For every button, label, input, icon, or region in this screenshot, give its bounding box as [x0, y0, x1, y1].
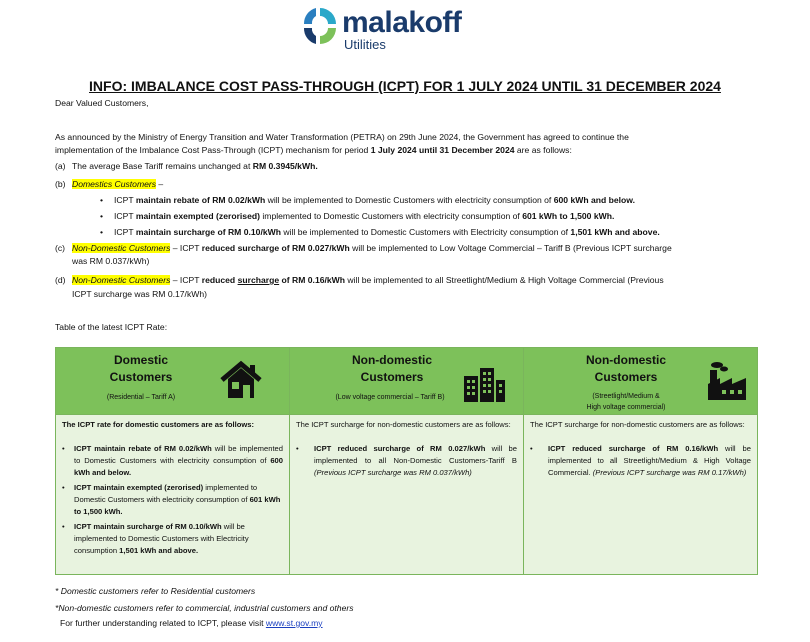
logo-mark-icon	[300, 4, 340, 50]
header-domestic	[56, 348, 290, 415]
nondomestic-b-bullet-bold: ICPT reduced surcharge of RM 0.027/kWh	[314, 444, 486, 453]
greeting: Dear Valued Customers,	[55, 98, 149, 108]
b-bullet-2-bold2: 601 kWh to 1,500 kWh.	[522, 211, 615, 221]
header-domestic-sub: (Residential – Tariff A)	[106, 394, 176, 401]
intro-period: 1 July 2024 until 31 December 2024	[370, 145, 515, 155]
item-a-label: (a)	[55, 161, 66, 171]
st-gov-link[interactable]: www.st.gov.my	[265, 618, 323, 628]
factory-icon	[706, 360, 750, 402]
bullet-dot-icon: •	[100, 211, 104, 221]
nondomestic-b-bullet-previous: (Previous ICPT surcharge was RM 0.037/kWh)	[314, 468, 472, 477]
intro-line-2	[55, 144, 767, 157]
domestic-bullet-1	[62, 443, 283, 479]
b-bullet-3-mid: will be implemented to Domestic Customers with Electricity consumption of	[280, 227, 571, 237]
item-d-bold-underline: surcharge	[237, 275, 280, 285]
nondomestic-hv-bullet-bold: ICPT reduced surcharge of RM 0.16/kWh	[548, 444, 719, 453]
b-bullet-3-pre: ICPT	[114, 227, 136, 237]
header-nondomestic-b-title2: Customers	[360, 370, 424, 384]
header-domestic-title2: Customers	[109, 370, 173, 384]
b-bullet-2-bold: maintain exempted (zerorised)	[135, 211, 260, 221]
item-a-rate: RM 0.3945/kWh.	[252, 161, 318, 171]
item-d-text2: will be implemented to all Streetlight/Medium & High Voltage Commercial (Previous	[345, 275, 664, 285]
header-nondomestic-hv-title1: Non-domestic	[585, 353, 666, 367]
bullet-dot-icon: •	[62, 483, 65, 492]
b-bullet-3-bold: maintain surcharge of RM 0.10/kWh	[135, 227, 281, 237]
bullet-dot-icon: •	[62, 522, 65, 531]
note-nondomestic: *Non-domestic customers refer to commercial, industrial customers and others	[55, 603, 354, 613]
b-bullet-1-mid: will be implemented to Domestic Customers with electricity consumption of	[265, 195, 554, 205]
intro-tail: are as follows:	[514, 145, 572, 155]
nondomestic-hv-bullet-previous: (Previous ICPT surcharge was RM 0.17/kWh)	[592, 468, 747, 477]
b-bullet-2	[100, 210, 774, 223]
body-domestic-lead: The ICPT rate for domestic customers are as follows:	[62, 420, 255, 429]
page-title: INFO: IMBALANCE COST PASS-THROUGH (ICPT) FOR 1 JULY 2024 UNTIL 31 DECEMBER 2024	[89, 78, 721, 94]
bullet-dot-icon: •	[530, 444, 533, 453]
b-bullet-1	[100, 194, 774, 207]
b-bullet-3	[100, 226, 774, 239]
bullet-dot-icon: •	[100, 227, 104, 237]
intro-line-1: As announced by the Ministry of Energy Transition and Water Transformation (PETRA) on 29th June 2024, the Government has agreed to continue the	[55, 132, 629, 142]
domestic-bullet-1-bold2: 600 kWh and below.	[74, 456, 283, 477]
table-body-row	[56, 415, 758, 575]
body-nondomestic-b-lead: The ICPT surcharge for non-domestic customers are as follows:	[296, 420, 511, 429]
b-bullet-2-pre: ICPT	[114, 211, 136, 221]
further-info	[60, 617, 323, 630]
item-c-line2: was RM 0.037/kWh)	[72, 256, 150, 266]
item-c-text1: – ICPT	[170, 243, 202, 253]
body-nondomestic-b	[290, 415, 524, 575]
further-info-text: For further understanding related to ICPT, please visit	[60, 618, 266, 628]
body-nondomestic-hv	[524, 415, 758, 575]
note-domestic: * Domestic customers refer to Residential customers	[55, 586, 256, 596]
body-domestic	[56, 415, 290, 575]
malakoff-logo	[300, 4, 530, 54]
nondomestic-hv-bullet	[530, 443, 751, 479]
bullet-dot-icon: •	[100, 195, 104, 205]
nondomestic-b-bullet-text: will be implemented to all Non-Domestic Customers-Tariff B	[314, 444, 517, 465]
item-d-bold2: of RM 0.16/kWh	[279, 275, 346, 285]
item-c-label: (c)	[55, 243, 66, 253]
item-b-heading	[72, 178, 163, 191]
header-nondomestic-b-sub: (Low voltage commercial – Tariff B)	[335, 394, 445, 401]
table-header-row	[56, 348, 758, 415]
header-nondomestic-hv-title2: Customers	[594, 370, 658, 384]
b-bullet-1-pre: ICPT	[114, 195, 136, 205]
b-bullet-2-mid: implemented to Domestic Customers with electricity consumption of	[259, 211, 523, 221]
header-domestic-title	[76, 352, 206, 386]
item-c-text	[72, 242, 772, 255]
item-a-text	[72, 160, 318, 173]
item-c-bold: reduced surcharge of RM 0.027/kWh	[201, 243, 350, 253]
domestic-bullet-2-bold2: 601 kWh to 1,500 kWh.	[74, 495, 281, 516]
bullet-dot-icon: •	[62, 444, 65, 453]
logo-subtitle: Utilities	[344, 37, 386, 52]
nondomestic-hv-bullet-text: will be implemented to all Streetlight/Medium & High Voltage Commercial.	[548, 444, 751, 477]
header-nondomestic-b-title	[310, 352, 474, 386]
domestic-bullet-1-bold: ICPT maintain rebate of RM 0.02/kWh	[74, 444, 212, 453]
item-d-bold1: reduced	[201, 275, 238, 285]
item-c-highlight: Non-Domestic Customers	[72, 243, 171, 253]
item-a-body: The average Base Tariff remains unchanged at	[72, 161, 253, 171]
item-b-dash: –	[156, 179, 164, 189]
logo-wordmark: malakoff	[342, 6, 462, 39]
header-nondomestic-hv	[524, 348, 758, 415]
domestic-bullet-2	[62, 482, 283, 518]
item-b-highlight: Domestics Customers	[72, 179, 157, 189]
header-nondomestic-hv-sub1: (Streetlight/Medium &	[592, 393, 660, 400]
item-c-text2: will be implemented to Low Voltage Commercial – Tariff B (Previous ICPT surcharge	[349, 243, 672, 253]
table-intro: Table of the latest ICPT Rate:	[55, 322, 168, 332]
domestic-bullet-3-text: will be implemented to Domestic Customers with Electricity consumption	[74, 522, 249, 555]
header-nondomestic-hv-sub2: High voltage commercial)	[586, 404, 666, 411]
domestic-bullet-1-text: will be implemented to Domestic Customers with electricity consumption of	[74, 444, 284, 465]
item-d-line2: ICPT surcharge was RM 0.17/kWh)	[72, 289, 207, 299]
domestic-bullet-3	[62, 521, 283, 557]
header-nondomestic-b	[290, 348, 524, 415]
b-bullet-1-bold2: 600 kWh and below.	[553, 195, 636, 205]
item-d-label: (d)	[55, 275, 66, 285]
header-nondomestic-hv-title	[544, 352, 708, 386]
header-nondomestic-b-title1: Non-domestic	[351, 353, 432, 367]
item-b-label: (b)	[55, 179, 66, 189]
house-icon	[218, 360, 264, 400]
header-domestic-title1: Domestic	[113, 353, 169, 367]
buildings-icon	[462, 366, 506, 402]
item-d-text1: – ICPT	[170, 275, 202, 285]
header-nondomestic-hv-sub	[544, 391, 708, 413]
nondomestic-b-bullet	[296, 443, 517, 479]
bullet-dot-icon: •	[296, 444, 299, 453]
intro-text: implementation of the Imbalance Cost Pass-Through (ICPT) mechanism for period	[55, 145, 371, 155]
domestic-bullet-2-bold: ICPT maintain exempted (zerorised)	[74, 483, 204, 492]
domestic-bullet-3-bold2: 1,501 kWh and above.	[119, 546, 199, 555]
domestic-bullet-3-bold: ICPT maintain surcharge of RM 0.10/kWh	[74, 522, 222, 531]
b-bullet-3-bold2: 1,501 kWh and above.	[570, 227, 660, 237]
item-d-highlight: Non-Domestic Customers	[72, 275, 171, 285]
domestic-bullet-2-text: implemented to Domestic Customers with electricity consumption of	[74, 483, 258, 504]
body-nondomestic-hv-lead: The ICPT surcharge for non-domestic customers are as follows:	[530, 420, 745, 429]
icpt-rate-table	[55, 347, 758, 575]
b-bullet-1-bold: maintain rebate of RM 0.02/kWh	[135, 195, 266, 205]
item-d-text	[72, 274, 772, 287]
